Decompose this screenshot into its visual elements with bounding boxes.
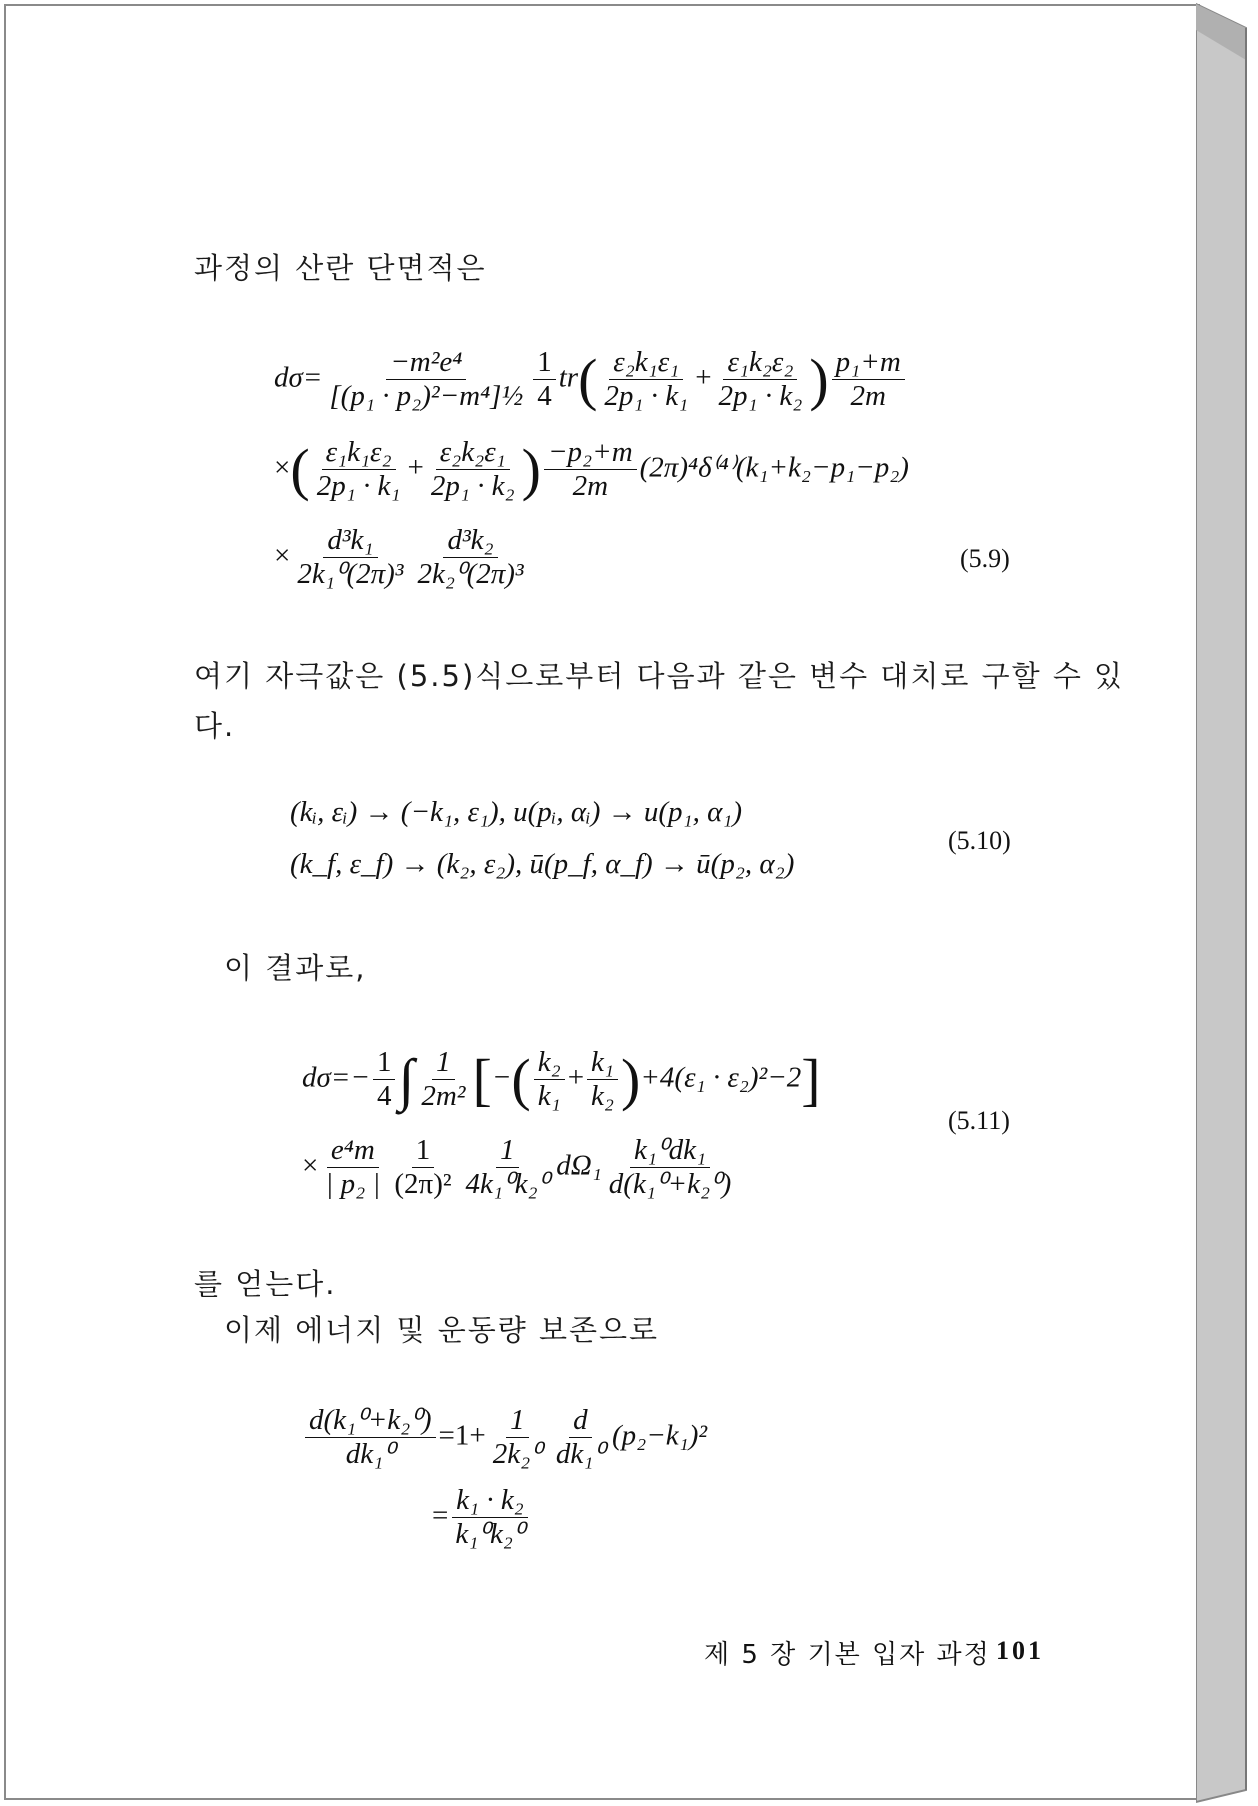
eq511-g-fraction-2 [390,1134,455,1202]
eqL-f4-numerator: k₁ · k₂ [452,1484,528,1518]
paragraph-5: 이제 에너지 및 운동량 보존으로 [224,1313,660,1347]
eq59-l2-f2-denominator: 2p₁ · k₂ [430,470,515,503]
eq511-g4-numerator: k₁⁰dk₁ [630,1134,710,1168]
eq511-g2-denominator: (2π)² [394,1168,452,1201]
eq59-l2-paren-open: ( [290,436,310,502]
equation-5-10-line-2: (k_f, ε_f) → (k₂, ε₂), ū(p_f, α_f) → ū(p₂, α₂) [290,848,795,880]
eq511-fraction-3 [534,1046,565,1114]
eq59-f4-numerator: ε₁k₂ε₂ [723,346,797,380]
eqL-fraction-1 [305,1404,436,1472]
eq59-l2-f1-denominator: 2p₁ · k₁ [316,470,401,503]
eq59-f1-numerator: −m²e⁴ [386,346,466,380]
eqL-fraction-2 [489,1404,546,1472]
equation-5-9-line-2 [274,436,909,504]
eq511-fraction-4 [587,1046,618,1114]
eqL-f4-denominator: k₁⁰k₂⁰ [455,1518,525,1551]
paragraph-2-line-1: 여기 자극값은 (5.5)식으로부터 다음과 같은 변수 대치로 구할 수 있 [194,659,1125,693]
eq511-f3-numerator: k₂ [534,1046,565,1080]
eq511-fraction-2 [417,1046,469,1114]
eq511-f4-denominator: k₂ [591,1080,615,1113]
eq59-f3-numerator: ε₂k₁ε₁ [609,346,683,380]
eqL-f2-numerator: 1 [506,1404,529,1438]
equation-number-5-9: (5.9) [960,544,1010,573]
eq511-g1-numerator: e⁴m [327,1134,379,1168]
page-number: 101 [996,1636,1044,1665]
eq59-fraction-2 [533,346,556,414]
eq59-l2-f3-numerator: −p₂+m [544,436,637,470]
equation-5-10-line-1: (kᵢ, εᵢ) → (−k₁, ε₁), u(pᵢ, αᵢ) → u(p₁, α₁) [290,796,743,828]
eq511-bracket-open: [ [472,1046,492,1112]
eq511-g1-denominator: | p₂ | [325,1168,381,1201]
eq511-g-fraction-1 [321,1134,384,1202]
eq59-f4-denominator: 2p₁ · k₂ [718,380,803,413]
eq59-l3-f1-numerator: d³k₁ [323,524,377,558]
intro-text: 과정의 산란 단면적은 [194,251,487,285]
eq511-f2-numerator: 1 [432,1046,455,1080]
eq59-fraction-4 [715,346,807,414]
eqL-equals: = [432,1499,449,1532]
eq511-f2-denominator: 2m² [421,1080,466,1113]
eqL-tail: (p₂−k₁)² [611,1419,708,1452]
eq59-f2-numerator: 1 [533,346,556,380]
eq59-fraction-1 [325,346,527,414]
equation-energy-line-2 [432,1484,532,1552]
eq59-fraction-5 [832,346,905,414]
equation-5-11-line-2 [302,1134,738,1202]
eqL-fraction-3 [552,1404,609,1472]
eq511-f1-denominator: 4 [376,1080,392,1113]
equation-5-11-line-1 [302,1046,821,1114]
eq511-f3-denominator: k₁ [537,1080,561,1113]
eq59-f5-denominator: 2m [850,380,886,413]
eq59-times-1: × [274,451,291,484]
eq511-fraction-1 [373,1046,396,1114]
eq511-g-fraction-3 [462,1134,554,1202]
eq59-l2-f1-numerator: ε₁k₁ε₂ [322,436,396,470]
paragraph-3: 이 결과로, [224,951,367,985]
eq59-f1-denominator: [(p₁ · p₂)²−m⁴]½ [329,380,524,413]
eq511-times: × [302,1149,319,1182]
eq59-l2-f3-denominator: 2m [572,470,609,503]
eq511-g3-numerator: 1 [496,1134,519,1168]
eq511-bracket-tail: +4(ε₁ · ε₂)²−2 [640,1061,802,1094]
eq511-paren-close: ) [621,1046,641,1112]
eq59-l3-f2-denominator: 2k₂⁰(2π)³ [417,558,524,591]
eq59-l2-tail: (2π)⁴δ⁽⁴⁾(k₁+k₂−p₁−p₂) [639,451,909,484]
paragraph-2-line-2: 다. [194,709,236,743]
eqL-f3-denominator: dk₁⁰ [555,1438,605,1471]
page-stack-edge [1196,0,1258,1806]
eq59-plus: + [695,361,712,394]
eq511-lhs: dσ=− [302,1061,370,1094]
paragraph-4: 를 얻는다. [194,1267,337,1301]
eq59-l3-fraction-2 [413,524,527,592]
footer-chapter-title: 제 5 장 기본 입자 과정 [704,1640,991,1670]
eq511-g2-numerator: 1 [412,1134,435,1168]
eq59-trace: tr [558,361,579,394]
eq59-f3-denominator: 2p₁ · k₁ [604,380,689,413]
eq59-paren-open: ( [578,346,598,412]
eqL-f3-numerator: d [569,1404,592,1438]
eq59-times-2: × [274,539,291,572]
eq59-l2-fraction-3 [544,436,637,504]
eq59-l2-fraction-2 [427,436,519,504]
eqL-f1-denominator: dk₁⁰ [345,1438,395,1471]
equation-energy-line-1 [302,1404,707,1472]
eq59-paren-close: ) [809,346,829,412]
equation-5-9-line-3 [274,524,531,592]
eq511-minus: − [491,1061,512,1094]
eq511-bracket-close: ] [801,1046,821,1112]
eqL-f2-denominator: 2k₂⁰ [492,1438,542,1471]
eqL-mid: =1+ [438,1419,486,1452]
eq511-g-fraction-4 [605,1134,736,1202]
integral-sign: ∫ [398,1046,415,1112]
eq59-lhs: dσ= [274,361,323,394]
eq59-l2-fraction-1 [313,436,405,504]
eq59-l3-fraction-1 [293,524,407,592]
eq511-plus: + [567,1061,585,1094]
eq511-f4-numerator: k₁ [587,1046,618,1080]
eqL-f1-numerator: d(k₁⁰+k₂⁰) [305,1404,436,1438]
eq59-l2-f2-numerator: ε₂k₂ε₁ [436,436,510,470]
equation-number-5-10: (5.10) [948,826,1011,855]
eq59-fraction-3 [600,346,692,414]
eq511-f1-numerator: 1 [373,1046,396,1080]
equation-number-5-11: (5.11) [948,1106,1010,1135]
eq59-f5-numerator: p₁+m [832,346,905,380]
eq511-g4-denominator: d(k₁⁰+k₂⁰) [608,1168,732,1201]
book-page [4,4,1200,1800]
eq59-l3-f1-denominator: 2k₁⁰(2π)³ [297,558,404,591]
eq59-l2-paren-close: ) [521,436,541,502]
eq59-l3-f2-numerator: d³k₂ [443,524,497,558]
eq511-g3-denominator: 4k₁⁰k₂⁰ [465,1168,550,1201]
eq59-f2-denominator: 4 [537,380,552,413]
eq511-paren-open: ( [511,1046,531,1112]
eq59-l2-plus: + [407,451,424,484]
eqL-fraction-4 [451,1484,528,1552]
equation-5-9-line-1 [274,346,908,414]
eq511-solid-angle: dΩ₁ [556,1149,602,1182]
